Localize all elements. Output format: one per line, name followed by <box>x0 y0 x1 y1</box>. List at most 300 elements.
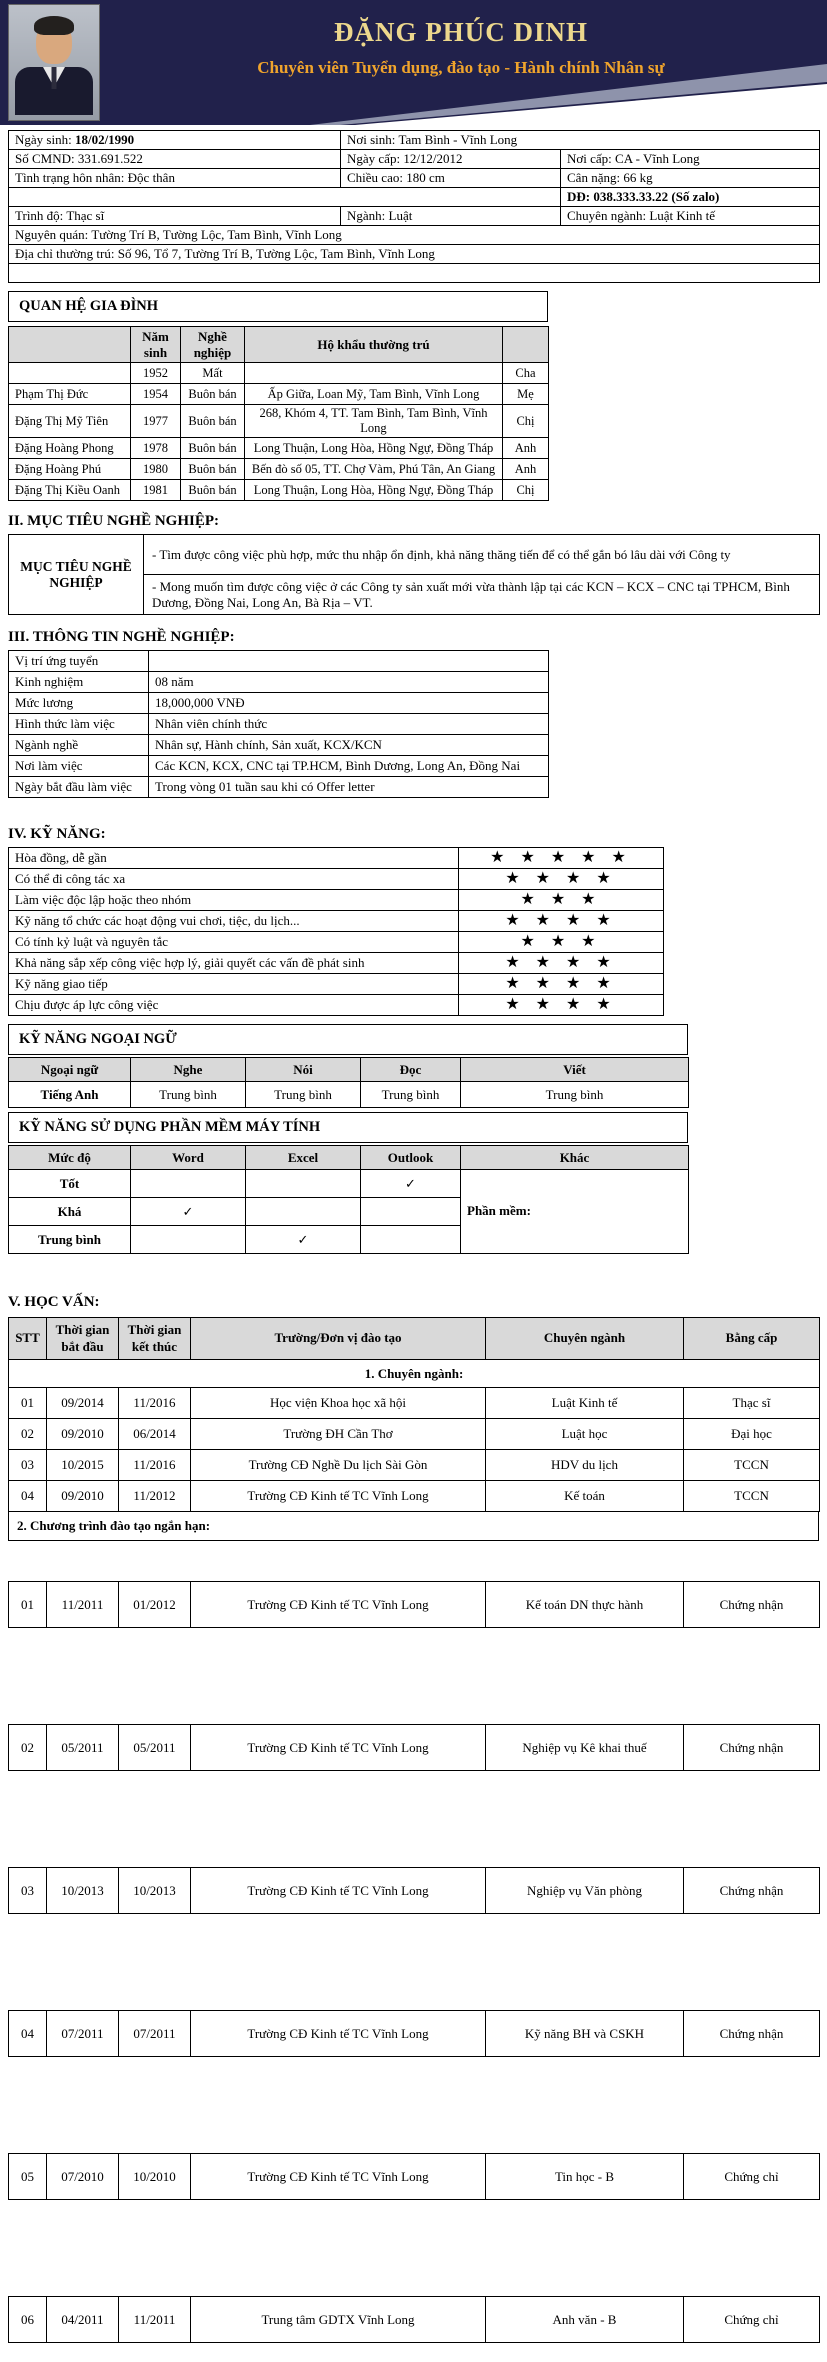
computer-col-excel: Excel <box>246 1146 361 1170</box>
skill-row <box>9 953 664 974</box>
language-name-cell: Tiếng Anh <box>9 1082 131 1108</box>
computer-col-other: Khác <box>461 1146 689 1170</box>
family-address-cell: Bến đò số 05, TT. Chợ Vàm, Phú Tân, An Giang <box>245 459 503 480</box>
education-col-start: Thời gian bắt đầu <box>47 1318 119 1360</box>
personal-row-1 <box>9 131 820 150</box>
issue-place-cell <box>561 150 820 169</box>
short-start-cell: 11/2011 <box>47 1582 119 1628</box>
job-info-body <box>9 651 549 798</box>
personal-row-7 <box>9 245 820 264</box>
job-info-value-cell: 18,000,000 VNĐ <box>149 693 549 714</box>
short-stt-cell: 06 <box>9 2297 47 2343</box>
outlook-check-cell <box>361 1198 461 1226</box>
education-school-cell: Trường CĐ Kinh tế TC Vĩnh Long <box>191 1481 486 1512</box>
language-header-row <box>9 1058 689 1082</box>
personal-row-8 <box>9 264 820 283</box>
short-end-cell: 07/2011 <box>119 2011 191 2057</box>
education-major-cell: Kế toán <box>486 1481 684 1512</box>
level-cell: Tốt <box>9 1170 131 1198</box>
short-course-row <box>8 2153 820 2200</box>
skill-stars-cell <box>459 953 664 974</box>
personal-row-3 <box>9 169 820 188</box>
star-rating: ★ ★ ★ ★ <box>505 912 617 929</box>
short-school-cell: Trường CĐ Kinh tế TC Vĩnh Long <box>191 1868 486 1914</box>
family-col-relation <box>503 327 549 363</box>
family-name-cell: Đặng Hoàng Phong <box>9 438 131 459</box>
cmnd-cell <box>9 150 341 169</box>
issue-place-value: CA - Vĩnh Long <box>615 151 700 166</box>
personal-info-table <box>8 130 820 283</box>
family-col-occupation: Nghề nghiệp <box>181 327 245 363</box>
cv-page <box>0 130 827 2343</box>
excel-check-cell <box>246 1198 361 1226</box>
job-info-row <box>9 693 549 714</box>
skill-row <box>9 848 664 869</box>
education-col-school: Trường/Đơn vị đào tạo <box>191 1318 486 1360</box>
skill-row <box>9 890 664 911</box>
job-info-label-cell: Ngày bắt đầu làm việc <box>9 777 149 798</box>
education-row <box>9 1481 820 1512</box>
education-degree-cell: TCCN <box>684 1481 820 1512</box>
skill-row <box>9 995 664 1016</box>
issue-date-value: 12/12/2012 <box>403 151 463 166</box>
short-major-cell: Tin học - B <box>486 2154 684 2200</box>
education-sub2-title: 2. Chương trình đào tạo ngắn hạn: <box>8 1511 819 1541</box>
address-value: Số 96, Tổ 7, Tường Trí B, Tường Lộc, Tam Bình, Vĩnh Long <box>117 246 435 261</box>
skill-label-cell: Kỹ năng giao tiếp <box>9 974 459 995</box>
family-occupation-cell: Buôn bán <box>181 438 245 459</box>
dob-cell <box>9 131 341 150</box>
family-table-body <box>9 363 549 501</box>
short-course-row <box>8 1867 820 1914</box>
star-rating: ★ ★ ★ ★ <box>505 996 617 1013</box>
height-value: 180 cm <box>406 170 445 185</box>
family-relation-cell: Chị <box>503 480 549 501</box>
other-software-cell <box>461 1170 689 1254</box>
empty-cell <box>9 264 820 283</box>
computer-col-level: Mức độ <box>9 1146 131 1170</box>
job-info-value-cell: Trong vòng 01 tuần sau khi có Offer letter <box>149 777 549 798</box>
short-course-row-inner <box>9 1582 820 1628</box>
short-school-cell: Trung tâm GDTX Vĩnh Long <box>191 2297 486 2343</box>
short-course-row-inner <box>9 2011 820 2057</box>
short-school-cell: Trường CĐ Kinh tế TC Vĩnh Long <box>191 1582 486 1628</box>
star-rating: ★ ★ ★ <box>520 933 602 950</box>
family-row <box>9 363 549 384</box>
star-rating: ★ ★ ★ ★ <box>505 954 617 971</box>
short-major-cell: Kỹ năng BH và CSKH <box>486 2011 684 2057</box>
job-info-row <box>9 714 549 735</box>
short-course-row <box>8 2296 820 2343</box>
family-relation-cell: Anh <box>503 438 549 459</box>
education-stt-cell: 02 <box>9 1419 47 1450</box>
family-relation-cell: Chị <box>503 405 549 438</box>
language-table <box>8 1057 689 1108</box>
marital-value: Độc thân <box>127 170 175 185</box>
short-degree-cell: Chứng chỉ <box>684 2154 820 2200</box>
short-start-cell: 07/2010 <box>47 2154 119 2200</box>
short-degree-cell: Chứng nhận <box>684 1725 820 1771</box>
education-stt-cell: 03 <box>9 1450 47 1481</box>
other-software-title: Phần mềm: <box>467 1203 531 1219</box>
candidate-job-title: Chuyên viên Tuyển dụng, đào tạo - Hành chính Nhân sự <box>257 58 665 77</box>
computer-header-row <box>9 1146 689 1170</box>
job-info-label-cell: Vị trí ứng tuyển <box>9 651 149 672</box>
skill-stars-cell <box>459 869 664 890</box>
language-speak-cell: Trung bình <box>246 1082 361 1108</box>
cmnd-value: 331.691.522 <box>77 151 143 166</box>
short-course-row-inner <box>9 2154 820 2200</box>
job-info-heading: III. THÔNG TIN NGHỀ NGHIỆP: <box>8 629 235 645</box>
education-school-cell: Trường CĐ Nghề Du lịch Sài Gòn <box>191 1450 486 1481</box>
job-info-value-cell: Các KCN, KCX, CNC tại TP.HCM, Bình Dương, Long An, Đồng Nai <box>149 756 549 777</box>
height-cell <box>341 169 561 188</box>
skills-table <box>8 847 664 1016</box>
education-sub1-title-body <box>9 1360 820 1388</box>
short-degree-cell: Chứng chỉ <box>684 2297 820 2343</box>
dob-label: Ngày sinh: <box>15 132 72 147</box>
family-row <box>9 405 549 438</box>
skill-stars-cell <box>459 995 664 1016</box>
personal-row-5 <box>9 207 820 226</box>
short-degree-cell: Chứng nhận <box>684 1582 820 1628</box>
short-course-row-inner <box>9 1868 820 1914</box>
short-stt-cell: 03 <box>9 1868 47 1914</box>
family-address-cell: Ấp Giữa, Loan Mỹ, Tam Bình, Vĩnh Long <box>245 384 503 405</box>
family-name-cell: Đặng Thị Kiều Oanh <box>9 480 131 501</box>
major-value: Luật <box>388 208 413 223</box>
address-label: Địa chỉ thường trú: <box>15 246 115 261</box>
short-course-row <box>8 1581 820 1628</box>
birthplace-label: Nơi sinh: <box>347 132 396 147</box>
education-col-end: Thời gian kết thúc <box>119 1318 191 1360</box>
specialty-cell <box>561 207 820 226</box>
education-row <box>9 1388 820 1419</box>
skill-row <box>9 974 664 995</box>
objective-table <box>8 534 820 615</box>
skill-stars-cell <box>459 911 664 932</box>
skill-label-cell: Có tính kỷ luật và nguyên tắc <box>9 932 459 953</box>
language-write-cell: Trung bình <box>461 1082 689 1108</box>
word-check-cell: ✓ <box>131 1198 246 1226</box>
job-info-row <box>9 672 549 693</box>
objective-item-1: - Tìm được công việc phù hợp, mức thu nhập ổn định, khả năng thăng tiến để có thể gắn bó lâu dài với Công ty <box>144 535 820 575</box>
marital-label: Tình trạng hôn nhân: <box>15 170 125 185</box>
short-stt-cell: 02 <box>9 1725 47 1771</box>
education-degree-cell: Thạc sĩ <box>684 1388 820 1419</box>
family-year-cell: 1954 <box>131 384 181 405</box>
education-start-cell: 10/2015 <box>47 1450 119 1481</box>
star-rating: ★ ★ ★ ★ <box>505 975 617 992</box>
star-rating: ★ ★ ★ <box>520 891 602 908</box>
word-check-cell <box>131 1226 246 1254</box>
job-info-value-cell: Nhân sự, Hành chính, Sản xuất, KCX/KCN <box>149 735 549 756</box>
short-major-cell: Anh văn - B <box>486 2297 684 2343</box>
issue-date-label: Ngày cấp: <box>347 151 401 166</box>
short-major-cell: Nghiệp vụ Văn phòng <box>486 1868 684 1914</box>
skill-label-cell: Khả năng sắp xếp công việc hợp lý, giải quyết các vấn đề phát sinh <box>9 953 459 974</box>
empty-cell <box>9 188 561 207</box>
personal-row-2 <box>9 150 820 169</box>
education-school-cell: Trường ĐH Cần Thơ <box>191 1419 486 1450</box>
word-check-cell <box>131 1170 246 1198</box>
personal-row-6 <box>9 226 820 245</box>
family-year-cell: 1952 <box>131 363 181 384</box>
objective-row-1 <box>9 535 820 575</box>
family-name-cell: Phạm Thị Đức <box>9 384 131 405</box>
education-main-table <box>8 1317 820 1512</box>
skill-stars-cell <box>459 848 664 869</box>
short-stt-cell: 04 <box>9 2011 47 2057</box>
excel-check-cell: ✓ <box>246 1226 361 1254</box>
short-stt-cell: 05 <box>9 2154 47 2200</box>
family-address-cell: Long Thuận, Long Hòa, Hồng Ngự, Đồng Tháp <box>245 480 503 501</box>
family-occupation-cell: Mất <box>181 363 245 384</box>
language-col-language: Ngoại ngữ <box>9 1058 131 1082</box>
short-course-list <box>8 1581 819 2343</box>
education-start-cell: 09/2010 <box>47 1481 119 1512</box>
short-degree-cell: Chứng nhận <box>684 1868 820 1914</box>
short-stt-cell: 01 <box>9 1582 47 1628</box>
education-col-degree: Bằng cấp <box>684 1318 820 1360</box>
major-label: Ngành: <box>347 208 386 223</box>
family-occupation-cell: Buôn bán <box>181 405 245 438</box>
short-major-cell: Kế toán DN thực hành <box>486 1582 684 1628</box>
weight-value: 66 kg <box>623 170 653 185</box>
family-occupation-cell: Buôn bán <box>181 384 245 405</box>
family-year-cell: 1977 <box>131 405 181 438</box>
language-col-speak: Nói <box>246 1058 361 1082</box>
computer-col-word: Word <box>131 1146 246 1170</box>
candidate-name: ĐẶNG PHÚC DINH <box>334 17 588 47</box>
job-info-value-cell: 08 năm <box>149 672 549 693</box>
origin-value: Tường Trí B, Tường Lộc, Tam Bình, Vĩnh Long <box>91 227 342 242</box>
job-info-label-cell: Ngành nghề <box>9 735 149 756</box>
job-info-row <box>9 756 549 777</box>
short-end-cell: 10/2010 <box>119 2154 191 2200</box>
job-info-value-cell <box>149 651 549 672</box>
short-degree-cell: Chứng nhận <box>684 2011 820 2057</box>
level-cell: Trung bình <box>9 1226 131 1254</box>
skill-stars-cell <box>459 932 664 953</box>
short-end-cell: 01/2012 <box>119 1582 191 1628</box>
degree-value: Thạc sĩ <box>66 208 105 223</box>
family-relation-cell: Cha <box>503 363 549 384</box>
address-cell <box>9 245 820 264</box>
short-start-cell: 10/2013 <box>47 1868 119 1914</box>
short-start-cell: 07/2011 <box>47 2011 119 2057</box>
family-col-name <box>9 327 131 363</box>
education-heading: V. HỌC VẤN: <box>8 1294 100 1310</box>
short-school-cell: Trường CĐ Kinh tế TC Vĩnh Long <box>191 2154 486 2200</box>
family-relation-cell: Mẹ <box>503 384 549 405</box>
education-major-cell: Luật học <box>486 1419 684 1450</box>
education-col-major: Chuyên ngành <box>486 1318 684 1360</box>
skill-label-cell: Chịu được áp lực công việc <box>9 995 459 1016</box>
education-degree-cell: Đại học <box>684 1419 820 1450</box>
family-occupation-cell: Buôn bán <box>181 459 245 480</box>
family-row <box>9 459 549 480</box>
degree-label: Trình độ: <box>15 208 64 223</box>
short-course-row <box>8 1724 820 1771</box>
skills-heading: IV. KỸ NĂNG: <box>8 826 106 842</box>
education-school-cell: Học viện Khoa học xã hội <box>191 1388 486 1419</box>
short-school-cell: Trường CĐ Kinh tế TC Vĩnh Long <box>191 2011 486 2057</box>
skills-body <box>9 848 664 1016</box>
issue-date-cell <box>341 150 561 169</box>
education-end-cell: 06/2014 <box>119 1419 191 1450</box>
language-col-write: Viết <box>461 1058 689 1082</box>
computer-section-title: KỸ NĂNG SỬ DỤNG PHẦN MỀM MÁY TÍNH <box>8 1112 688 1143</box>
photo-suit <box>15 67 93 115</box>
phone-label: DĐ: <box>567 189 591 204</box>
family-col-address: Hộ khẩu thường trú <box>245 327 503 363</box>
short-start-cell: 05/2011 <box>47 1725 119 1771</box>
job-info-row <box>9 735 549 756</box>
education-end-cell: 11/2012 <box>119 1481 191 1512</box>
skill-label-cell: Hòa đồng, dễ gần <box>9 848 459 869</box>
job-info-row <box>9 651 549 672</box>
education-end-cell: 11/2016 <box>119 1388 191 1419</box>
education-row <box>9 1419 820 1450</box>
marital-cell <box>9 169 341 188</box>
job-info-label-cell: Hình thức làm việc <box>9 714 149 735</box>
education-major-cell: Luật Kinh tế <box>486 1388 684 1419</box>
header-banner <box>0 0 827 125</box>
short-end-cell: 10/2013 <box>119 1868 191 1914</box>
family-row <box>9 438 549 459</box>
photo-head <box>36 20 72 64</box>
education-header-row <box>9 1318 820 1360</box>
language-section-title: KỸ NĂNG NGOẠI NGỮ <box>8 1024 688 1055</box>
birthplace-value: Tam Bình - Vĩnh Long <box>398 132 518 147</box>
education-major-cell: HDV du lịch <box>486 1450 684 1481</box>
job-info-table <box>8 650 549 798</box>
education-col-stt: STT <box>9 1318 47 1360</box>
family-row <box>9 480 549 501</box>
language-read-cell: Trung bình <box>361 1082 461 1108</box>
objective-heading: II. MỤC TIÊU NGHỀ NGHIỆP: <box>8 513 219 529</box>
family-address-cell <box>245 363 503 384</box>
job-info-label-cell: Mức lương <box>9 693 149 714</box>
education-stt-cell: 01 <box>9 1388 47 1419</box>
skill-row <box>9 869 664 890</box>
computer-row-good <box>9 1170 689 1198</box>
job-info-label-cell: Nơi làm việc <box>9 756 149 777</box>
skill-stars-cell <box>459 974 664 995</box>
family-name-cell: Đặng Hoàng Phú <box>9 459 131 480</box>
language-col-listen: Nghe <box>131 1058 246 1082</box>
family-address-cell: 268, Khóm 4, TT. Tam Bình, Tam Bình, Vĩnh Long <box>245 405 503 438</box>
family-year-cell: 1980 <box>131 459 181 480</box>
language-col-read: Đọc <box>361 1058 461 1082</box>
origin-label: Nguyên quán: <box>15 227 89 242</box>
short-school-cell: Trường CĐ Kinh tế TC Vĩnh Long <box>191 1725 486 1771</box>
weight-cell <box>561 169 820 188</box>
skill-stars-cell <box>459 890 664 911</box>
education-degree-cell: TCCN <box>684 1450 820 1481</box>
phone-value: 038.333.33.22 (Số zalo) <box>593 189 720 204</box>
skill-label-cell: Có thể đi công tác xa <box>9 869 459 890</box>
skill-row <box>9 932 664 953</box>
height-label: Chiều cao: <box>347 170 403 185</box>
short-course-row <box>8 2010 820 2057</box>
family-table <box>8 326 549 501</box>
star-rating: ★ ★ ★ ★ ★ <box>490 849 632 866</box>
dob-value: 18/02/1990 <box>74 132 135 147</box>
computer-col-outlook: Outlook <box>361 1146 461 1170</box>
profile-photo <box>8 4 100 121</box>
education-start-cell: 09/2010 <box>47 1419 119 1450</box>
education-sub1-title: 1. Chuyên ngành: <box>9 1360 820 1388</box>
job-info-label-cell: Kinh nghiệm <box>9 672 149 693</box>
language-table-head <box>9 1058 689 1082</box>
education-stt-cell: 04 <box>9 1481 47 1512</box>
family-section-title: QUAN HỆ GIA ĐÌNH <box>8 291 548 322</box>
skill-row <box>9 911 664 932</box>
personal-row-4 <box>9 188 820 207</box>
family-occupation-cell: Buôn bán <box>181 480 245 501</box>
education-end-cell: 11/2016 <box>119 1450 191 1481</box>
photo-tie <box>52 67 57 89</box>
language-row <box>9 1082 689 1108</box>
level-cell: Khá <box>9 1198 131 1226</box>
education-sub1-row <box>9 1360 820 1388</box>
education-main-body <box>9 1388 820 1512</box>
excel-check-cell <box>246 1170 361 1198</box>
family-table-head <box>9 327 549 363</box>
star-rating: ★ ★ ★ ★ <box>505 870 617 887</box>
photo-hair <box>34 16 74 35</box>
computer-table <box>8 1145 689 1254</box>
specialty-label: Chuyên ngành: <box>567 208 647 223</box>
outlook-check-cell <box>361 1226 461 1254</box>
family-name-cell: Đặng Thị Mỹ Tiên <box>9 405 131 438</box>
issue-place-label: Nơi cấp: <box>567 151 612 166</box>
cmnd-label: Số CMND: <box>15 151 75 166</box>
objective-label-cell: MỤC TIÊU NGHỀ NGHIỆP <box>9 535 144 615</box>
family-col-birth-year: Năm sinh <box>131 327 181 363</box>
family-year-cell: 1981 <box>131 480 181 501</box>
phone-cell <box>561 188 820 207</box>
birthplace-cell <box>341 131 820 150</box>
short-end-cell: 11/2011 <box>119 2297 191 2343</box>
short-course-row-inner <box>9 1725 820 1771</box>
short-end-cell: 05/2011 <box>119 1725 191 1771</box>
language-listen-cell: Trung bình <box>131 1082 246 1108</box>
objective-item-2: - Mong muốn tìm được công việc ở các Công ty sản xuất mới vừa thành lập tại các KCN – KCX – CNC tại TPHCM, Bình Dương, Đồng Nai, Long An, Bà Rịa – VT. <box>144 575 820 615</box>
job-info-value-cell: Nhân viên chính thức <box>149 714 549 735</box>
education-table-head <box>9 1318 820 1360</box>
short-major-cell: Nghiệp vụ Kê khai thuế <box>486 1725 684 1771</box>
family-year-cell: 1978 <box>131 438 181 459</box>
education-row <box>9 1450 820 1481</box>
language-table-body <box>9 1082 689 1108</box>
family-header-row <box>9 327 549 363</box>
origin-cell <box>9 226 820 245</box>
header-text <box>105 17 817 78</box>
specialty-value: Luật Kinh tế <box>649 208 716 223</box>
job-info-row <box>9 777 549 798</box>
weight-label: Cân nặng: <box>567 170 621 185</box>
family-row <box>9 384 549 405</box>
family-relation-cell: Anh <box>503 459 549 480</box>
education-start-cell: 09/2014 <box>47 1388 119 1419</box>
outlook-check-cell: ✓ <box>361 1170 461 1198</box>
short-course-row-inner <box>9 2297 820 2343</box>
skill-label-cell: Kỹ năng tổ chức các hoạt động vui chơi, tiệc, du lịch... <box>9 911 459 932</box>
degree-cell <box>9 207 341 226</box>
